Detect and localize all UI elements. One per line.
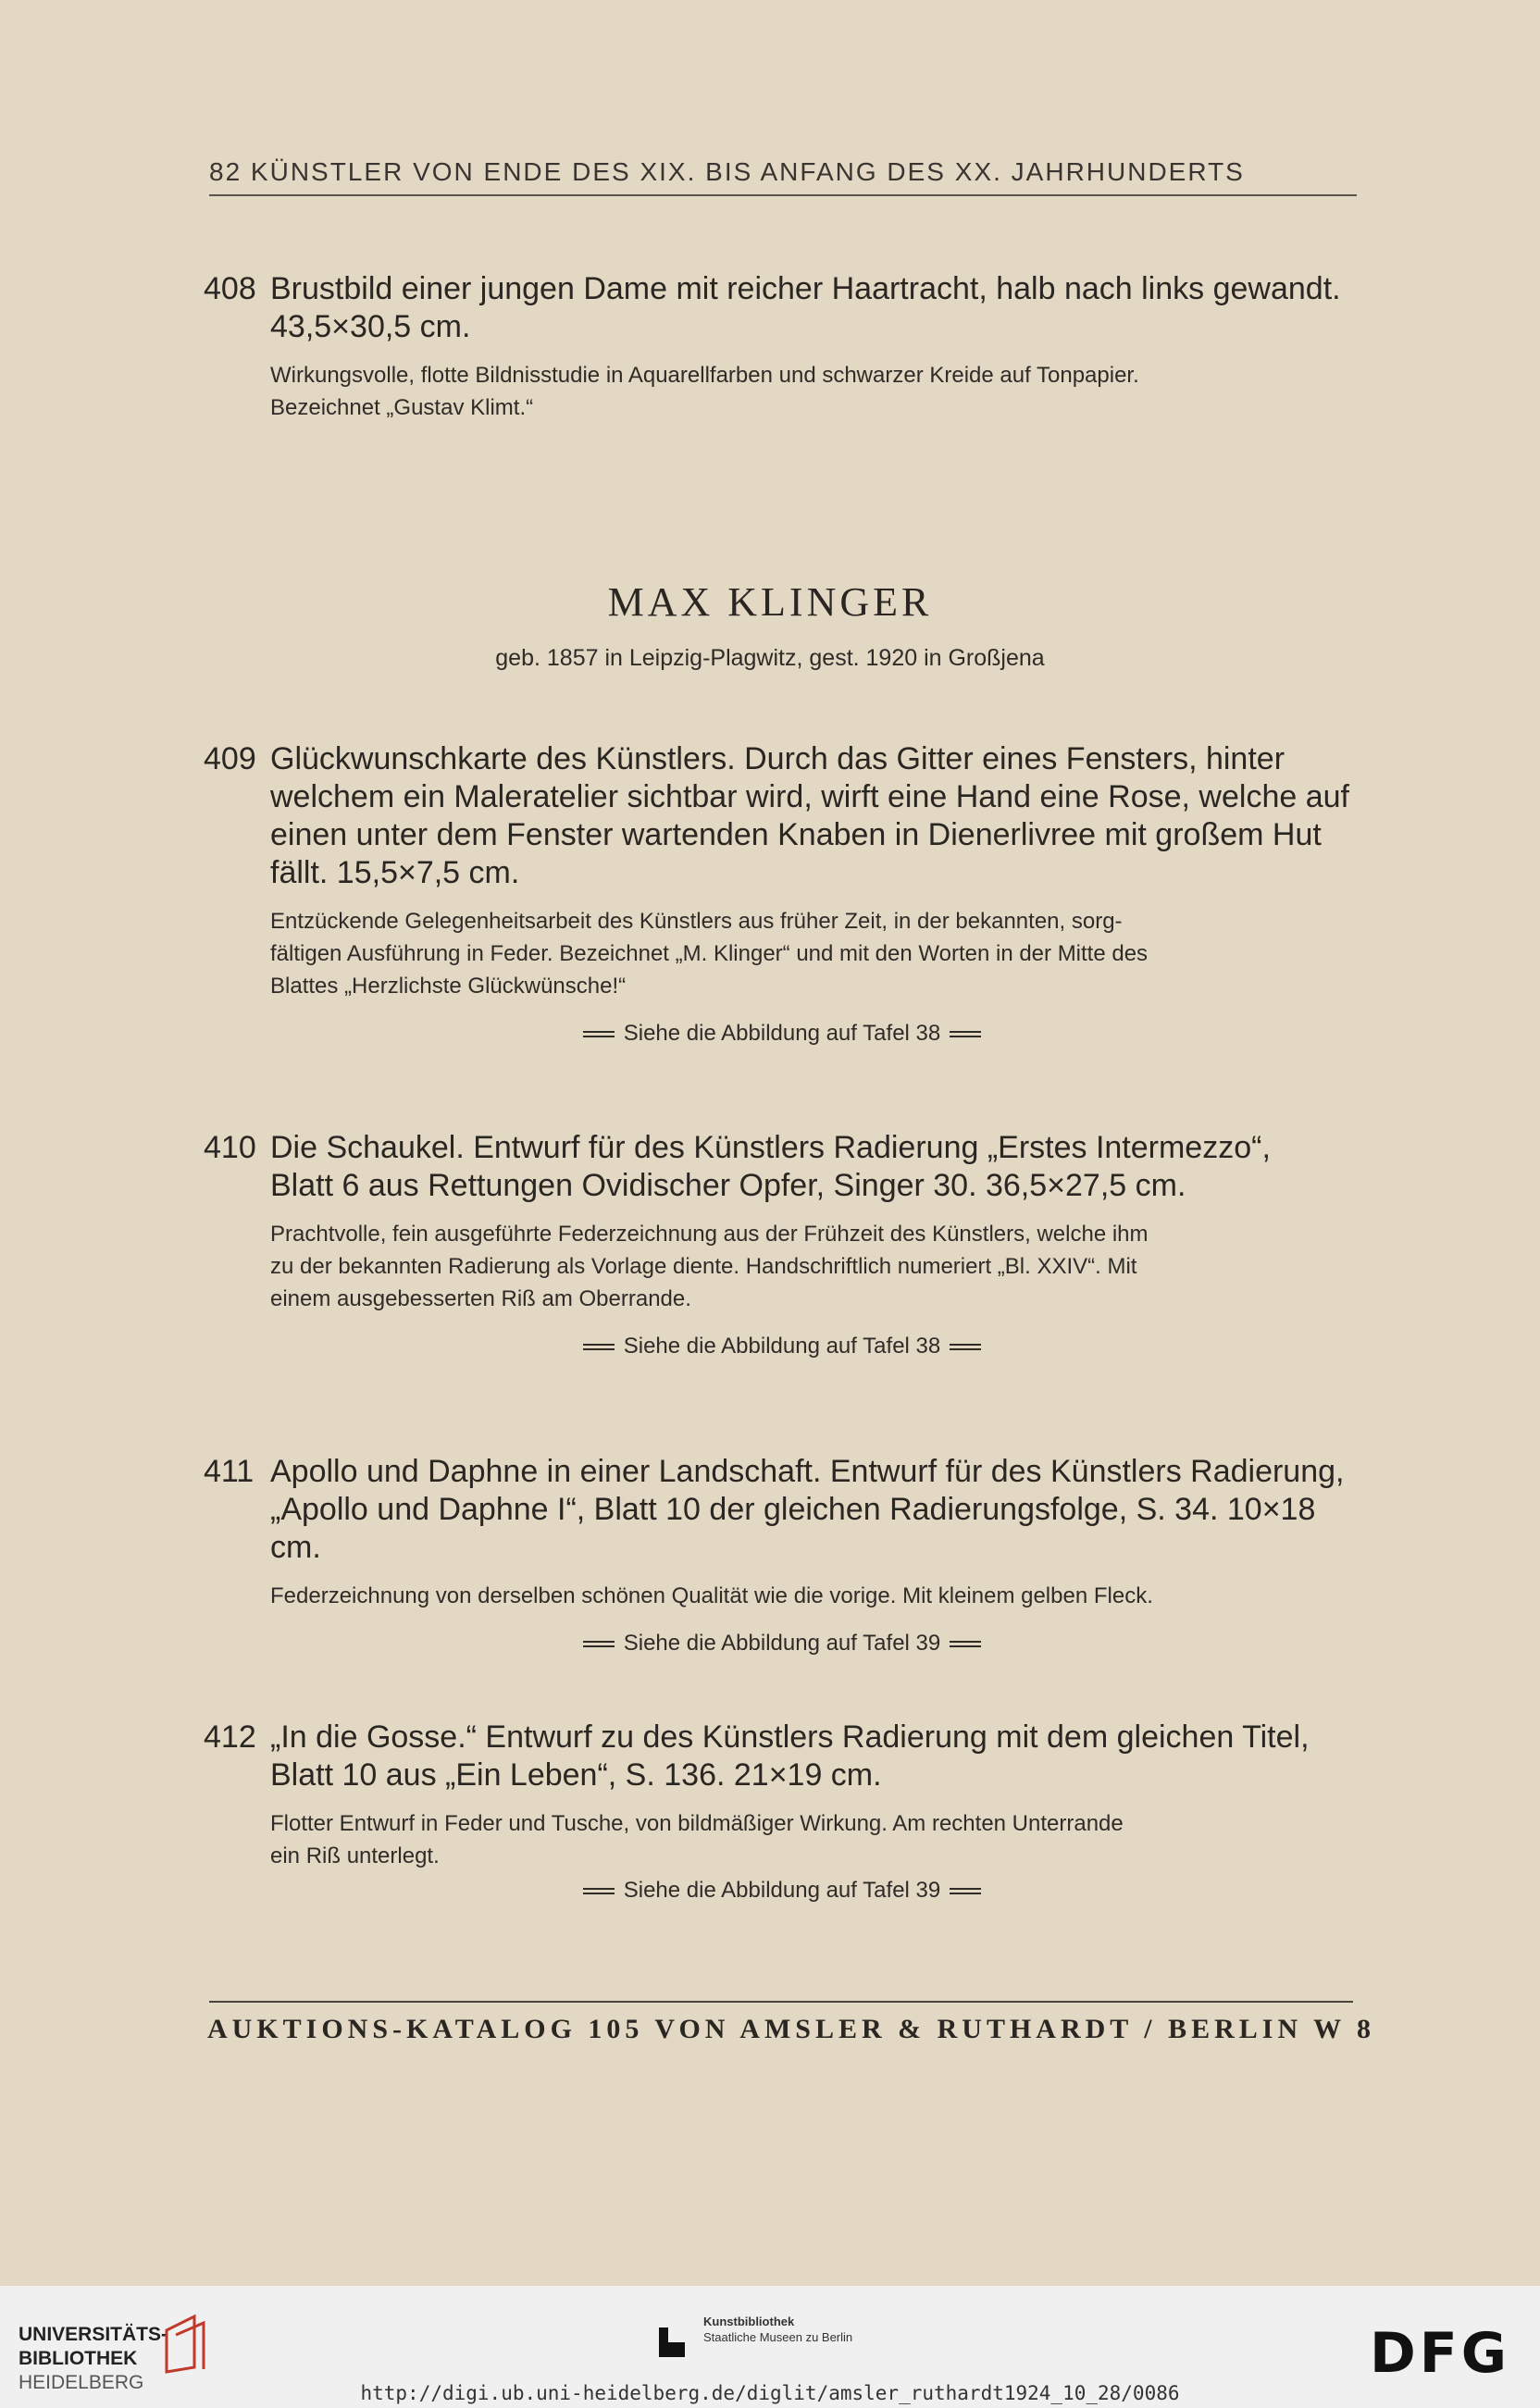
note-line: Wirkungsvolle, flotte Bildnisstudie in Aquarellfarben und schwarzer Kreide auf Tonpapier. (270, 363, 1139, 388)
entry-title-line: Brustbild einer jungen Dame mit reicher Haartracht, halb nach links gewandt. (270, 271, 1341, 306)
note-line: Bezeichnet „Gustav Klimt.“ (270, 395, 534, 420)
plate-reference-text: Siehe die Abbildung auf Tafel 39 (623, 1631, 941, 1656)
note-line: Federzeichnung von derselben schönen Qualität wie die vorige. Mit kleinem gelben Fleck. (270, 1583, 1153, 1608)
note-line: Blattes „Herzlichste Glückwünsche!“ (270, 974, 627, 999)
entry-title (204, 740, 1360, 892)
entry-number: 408 (204, 271, 256, 306)
entry-title (204, 1719, 1360, 1794)
plate-reference (204, 1631, 1360, 1657)
double-rule-right (950, 1641, 981, 1647)
note-line: ein Riß unterlegt. (270, 1843, 440, 1868)
entry-title (204, 1129, 1360, 1205)
note-line: zu der bekannten Radierung als Vorlage diente. Handschriftlich numeriert „Bl. XXIV“. Mit (270, 1254, 1137, 1279)
footer-rule (209, 2001, 1353, 2003)
entry-title-line: fällt. 15,5×7,5 cm. (270, 855, 520, 890)
plate-reference (204, 1334, 1360, 1359)
plate-reference-text: Siehe die Abbildung auf Tafel 38 (623, 1021, 941, 1046)
ub-logo-line: BIBLIOTHEK (19, 2348, 138, 2369)
double-rule-right (950, 1031, 981, 1037)
page-url[interactable]: http://digi.ub.uni-heidelberg.de/diglit/amsler_ruthardt1924_10_28/0086 (360, 2382, 1180, 2404)
plate-reference-text: Siehe die Abbildung auf Tafel 39 (623, 1878, 941, 1903)
ub-emblem-icon (157, 2312, 213, 2377)
dfg-logo[interactable]: DFG (1370, 2321, 1511, 2386)
note-line: Prachtvolle, fein ausgeführte Federzeichnung aus der Frühzeit des Künstlers, welche ihm (270, 1222, 1149, 1247)
note-line: Flotter Entwurf in Feder und Tusche, von bildmäßiger Wirkung. Am rechten Unterrande (270, 1811, 1124, 1836)
plate-reference (204, 1878, 1360, 1904)
kunstbibliothek-logo[interactable] (703, 2314, 852, 2345)
entry-note (204, 1218, 1360, 1315)
artist-name: MAX KLINGER (607, 579, 933, 625)
catalog-entry-412 (204, 1719, 1360, 1904)
catalog-entry-411 (204, 1453, 1360, 1657)
ub-logo-line: UNIVERSITÄTS- (19, 2324, 168, 2345)
entry-title-line: „Apollo und Daphne I“, Blatt 10 der gleichen Radierungsfolge, S. 34. 10×18 cm. (270, 1492, 1316, 1565)
entry-title-line: einen unter dem Fenster wartenden Knaben in Dienerlivree mit großem Hut (270, 817, 1322, 852)
double-rule-left (583, 1641, 615, 1647)
entry-title-line: Apollo und Daphne in einer Landschaft. Entwurf für des Künstlers Radierung, (270, 1454, 1345, 1489)
entry-note (204, 1580, 1360, 1612)
entry-title (204, 1453, 1360, 1567)
entry-title-line: „In die Gosse.“ Entwurf zu des Künstlers Radierung mit dem gleichen Titel, (270, 1719, 1310, 1755)
running-head: 82 KÜNSTLER VON ENDE DES XIX. BIS ANFANG DES XX. JAHRHUNDERTS (209, 157, 1357, 196)
catalog-entry-408 (204, 270, 1360, 424)
plate-reference (204, 1021, 1360, 1047)
note-line: Entzückende Gelegenheitsarbeit des Künstlers aus früher Zeit, in der bekannten, sorg- (270, 909, 1123, 934)
entry-title-line: Die Schaukel. Entwurf für des Künstlers Radierung „Erstes Intermezzo“, (270, 1130, 1271, 1165)
double-rule-left (583, 1344, 615, 1350)
entry-note (204, 1807, 1360, 1872)
entry-number: 411 (204, 1454, 255, 1489)
entry-number: 412 (204, 1719, 256, 1755)
note-line: fältigen Ausführung in Feder. Bezeichnet „M. Klinger“ und mit den Worten in der Mitte des (270, 941, 1149, 966)
entry-number: 409 (204, 741, 256, 776)
catalog-entry-410 (204, 1129, 1360, 1359)
entry-title-line: 43,5×30,5 cm. (270, 309, 471, 344)
entry-note (204, 905, 1360, 1002)
plate-reference-text: Siehe die Abbildung auf Tafel 38 (623, 1334, 941, 1359)
entry-title-line: Glückwunschkarte des Künstlers. Durch das Gitter eines Fensters, hinter (270, 741, 1285, 776)
entry-note (204, 359, 1360, 424)
catalog-footer: AUKTIONS-KATALOG 105 VON AMSLER & RUTHARDT / BERLIN W 8 (207, 2014, 1376, 2044)
double-rule-left (583, 1888, 615, 1894)
entry-title-line: welchem ein Maleratelier sichtbar wird, wirft eine Hand eine Rose, welche auf (270, 779, 1349, 814)
double-rule-right (950, 1344, 981, 1350)
double-rule-right (950, 1888, 981, 1894)
digitization-bar (0, 2286, 1540, 2408)
catalog-entry-409 (204, 740, 1360, 1047)
ub-logo-line: HEIDELBERG (19, 2372, 144, 2393)
entry-title-line: Blatt 6 aus Rettungen Ovidischer Opfer, Singer 30. 36,5×27,5 cm. (270, 1168, 1186, 1203)
entry-title (204, 270, 1360, 346)
note-line: einem ausgebesserten Riß am Oberrande. (270, 1286, 691, 1311)
kb-title: Kunstbibliothek (703, 2315, 795, 2328)
kunstbibliothek-icon (659, 2327, 685, 2357)
double-rule-left (583, 1031, 615, 1037)
kb-subtitle: Staatliche Museen zu Berlin (703, 2330, 853, 2344)
entry-number: 410 (204, 1130, 256, 1165)
entry-title-line: Blatt 10 aus „Ein Leben“, S. 136. 21×19 cm. (270, 1757, 882, 1793)
artist-bio: geb. 1857 in Leipzig-Plagwitz, gest. 1920 in Großjena (495, 645, 1045, 671)
